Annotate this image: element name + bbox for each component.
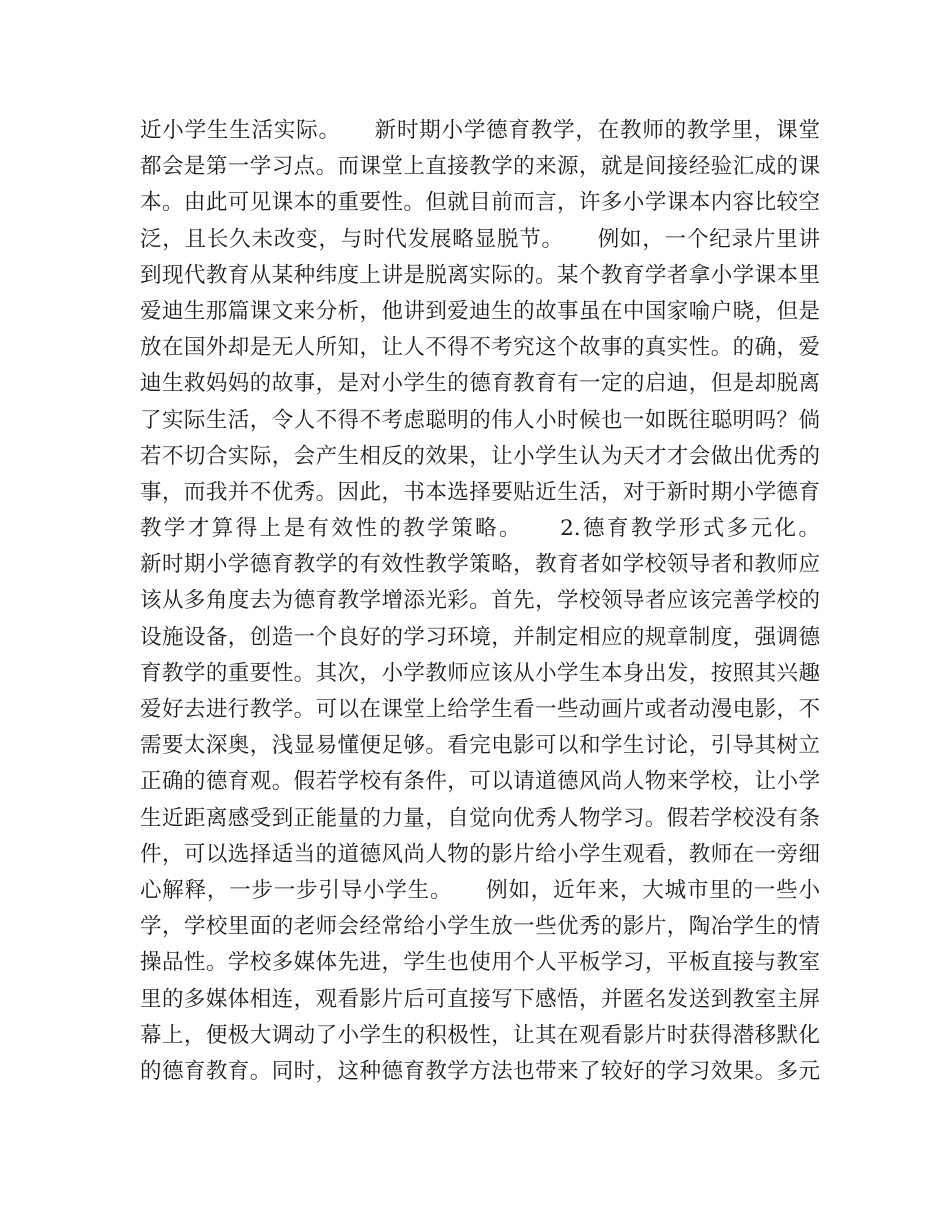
text-line-24: 操品性。学校多媒体先进，学生也使用个人平板学习，平板直接与教室 xyxy=(140,950,820,976)
text-line-10: 若不切合实际，会产生相反的效果，让小学生认为天才才会做出优秀的 xyxy=(140,443,820,469)
text-line-17: 爱好去进行教学。可以在课堂上给学生看一些动画片或者动漫电影，不 xyxy=(140,697,820,722)
text-line-13: 新时期小学德育教学的有效性教学策略，教育者如学校领导者和教师应 xyxy=(140,552,820,578)
text-line-21: 件，可以选择适当的道德风尚人物的影片给小学生观看，教师在一旁细 xyxy=(140,841,820,867)
text-line-18: 需要太深奥，浅显易懂便足够。看完电影可以和学生讨论，引导其树立 xyxy=(140,733,820,759)
text-line-9: 了实际生活，令人不得不考虑聪明的伟人小时候也一如既往聪明吗？倘 xyxy=(140,407,820,433)
text-line-27: 的德育教育。同时，这种德育教学方法也带来了较好的学习效果。多元 xyxy=(140,1058,820,1084)
text-line-22: 心解释，一步一步引导小学生。 例如，近年来，大城市里的一些小 xyxy=(140,877,820,903)
text-line-1: 近小学生生活实际。 新时期小学德育教学，在教师的教学里，课堂 xyxy=(140,118,820,143)
body-text xyxy=(140,113,820,1090)
text-line-5: 到现代教育从某种纬度上讲是脱离实际的。某个教育学者拿小学课本里 xyxy=(140,262,820,288)
text-line-19: 正确的德育观。假若学校有条件，可以请道德风尚人物来学校，让小学 xyxy=(140,769,820,795)
text-line-20: 生近距离感受到正能量的力量，自觉向优秀人物学习。假若学校没有条 xyxy=(140,805,820,831)
text-line-16: 育教学的重要性。其次，小学教师应该从小学生本身出发，按照其兴趣 xyxy=(140,660,820,686)
text-line-8: 迪生救妈妈的故事，是对小学生的德育教育有一定的启迪，但是却脱离 xyxy=(140,371,820,397)
text-line-26: 幕上，便极大调动了小学生的积极性，让其在观看影片时获得潜移默化 xyxy=(140,1022,820,1048)
text-line-11: 事，而我并不优秀。因此，书本选择要贴近生活，对于新时期小学德育 xyxy=(140,479,820,505)
text-line-14: 该从多角度去为德育教学增添光彩。首先，学校领导者应该完善学校的 xyxy=(140,588,820,614)
text-line-3: 本。由此可见课本的重要性。但就目前而言，许多小学课本内容比较空 xyxy=(140,190,820,216)
text-line-23: 学，学校里面的老师会经常给小学生放一些优秀的影片，陶冶学生的情 xyxy=(140,914,820,940)
text-line-4: 泛，且长久未改变，与时代发展略显脱节。 例如，一个纪录片里讲 xyxy=(140,226,820,252)
text-line-6: 爱迪生那篇课文来分析，他讲到爱迪生的故事虽在中国家喻户晓，但是 xyxy=(140,298,820,324)
text-line-2: 都会是第一学习点。而课堂上直接教学的来源，就是间接经验汇成的课 xyxy=(140,154,820,180)
text-line-25: 里的多媒体相连，观看影片后可直接写下感悟，并匿名发送到教室主屏 xyxy=(140,986,820,1012)
text-line-15: 设施设备，创造一个良好的学习环境，并制定相应的规章制度，强调德 xyxy=(140,624,820,650)
text-line-7: 放在国外却是无人所知，让人不得不考究这个故事的真实性。的确，爱 xyxy=(140,335,820,361)
text-line-12: 教学才算得上是有效性的教学策略。 2.德育教学形式多元化。 xyxy=(140,516,820,542)
